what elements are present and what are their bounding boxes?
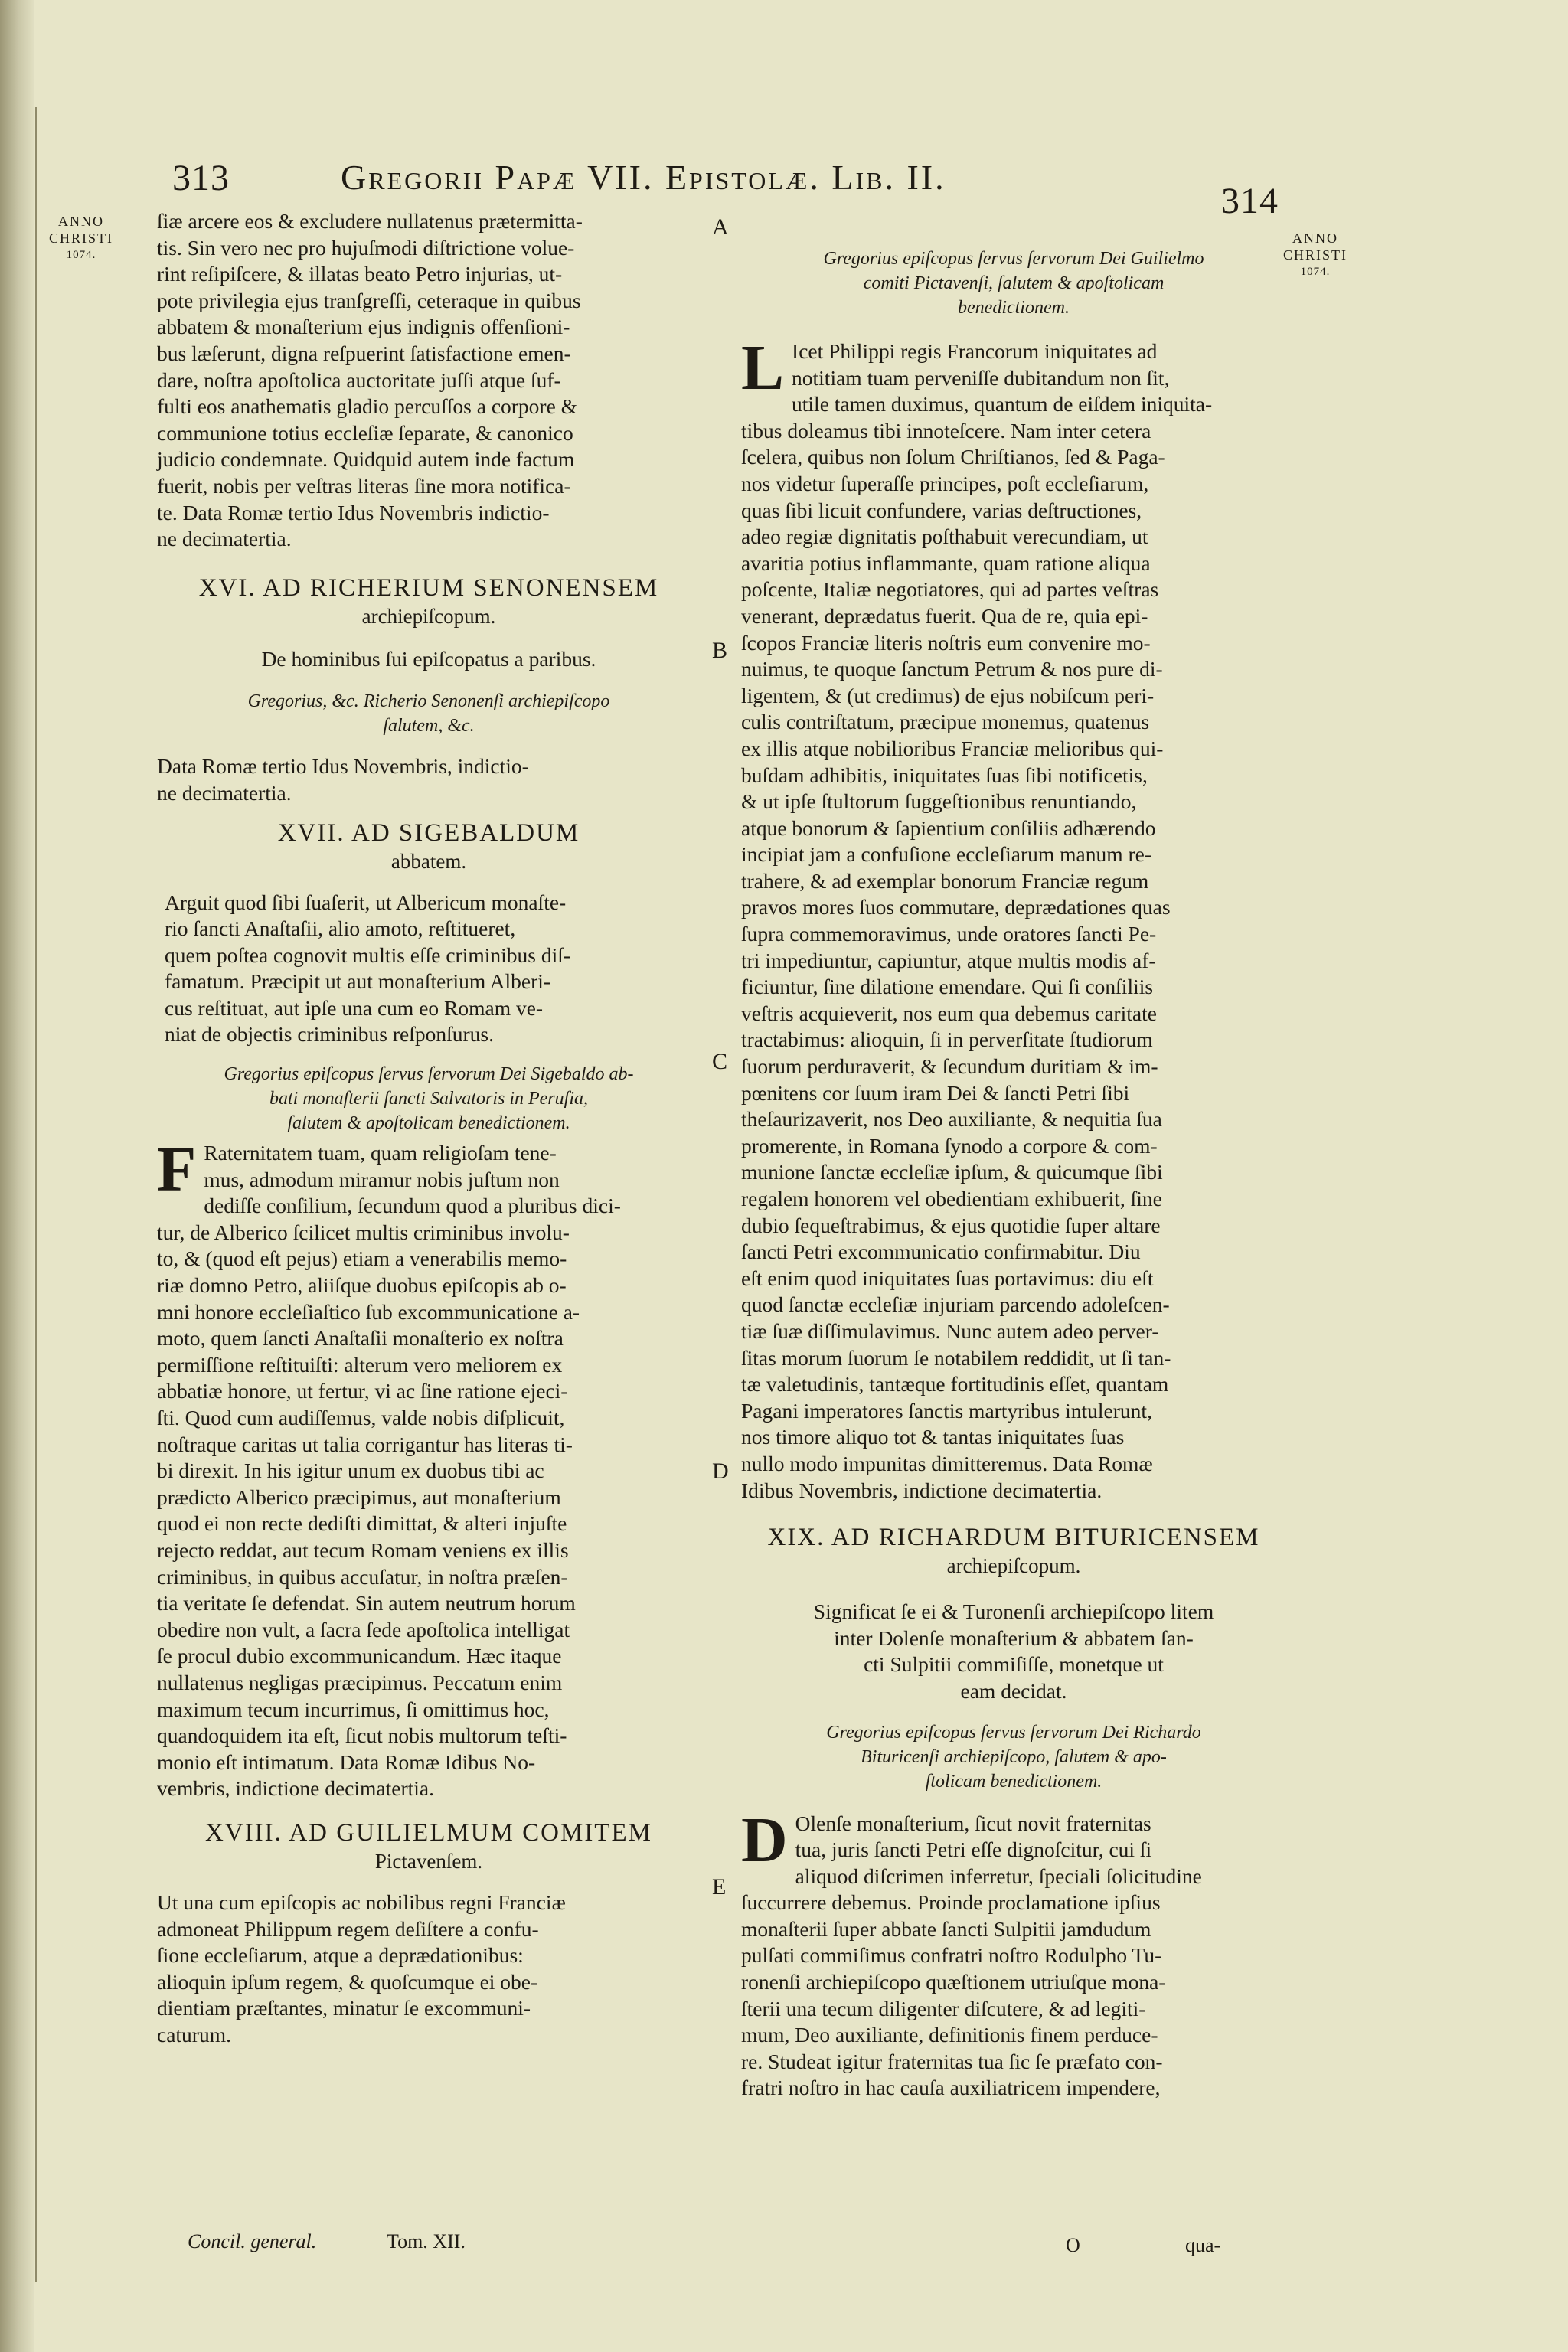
catchword: qua- (1185, 2234, 1221, 2256)
christi-word: CHRISTI (1283, 247, 1348, 263)
letter-xix-summary: Significat ſe ei & Turonenſi archiepiſcopo litem inter Dolenſe monaſterium & abbatem ſan- cti Sulpitii commiſiſſe, monetque ut eam decidat. (813, 1599, 1214, 1703)
letter-xvii-title: XVII. AD SIGEBALDUM (277, 818, 580, 847)
letter-xix-subtitle: archiepiſcopum. (946, 1554, 1081, 1578)
letter-xix-salutation: Gregorius epiſcopus ſervus ſervorum Dei Richardo Bituricenſi archiepiſcopo, ſalutem & apo- ſtolicam benedictionem. (826, 1722, 1201, 1792)
letter-xvii-salutation: Gregorius epiſcopus ſervus ſervorum Dei Sigebaldo ab- bati monaſterii ſancti Salvatoris in Peruſia, ſalutem & apoſtolicam benedictionem. (224, 1064, 634, 1134)
signature-letter: O (1066, 2234, 1080, 2256)
letter-xvii-text: Raternitatem tuam, quam religioſam tene- mus, admodum miramur nobis juſtum non dediſſe conſilium, ſecundum quod a pluribus dici- tur, de Alberico ſcilicet multis criminibus involu- to, & (quod eſt pejus) etiam a venerabilis memo- riæ domno Petro, aliiſque duobus epiſcopis ab o- mni honore eccleſiaſtico ſub excommunicatione a- moto, quem ſancti Anaſtaſii monaſterio ex noſtra permiſſione reſtituiſti: alterum vero meliorem ex abbatiæ honore, ut fertur, vi ac ſine ratione ejeci- ſti. Quod cum audiſſemus, valde nobis diſplicuit, noſtraque caritas ut talia corrigantur has literas ti- bi direxit. In his igitur unum ex duobus tibi ac prædicto Alberico præcipimus, aut monaſterium quod ei non recte dediſti dimittat, & alteri injuſte rejecto reddat, aut tecum Romam veniens ex illis criminibus, in quibus accuſatur, in noſtra præſen- tia veritate ſe defendat. Sin autem neutrum horum obedire non vult, a ſacra ſede apoſtolica intelligat ſe procul dubio excommunicandum. Hæc itaque nullatenus negligas præcipimus. Peccatum enim maximum tecum incurrimus, ſi omittimus hoc, quandoquidem ita eſt, ſicut nobis multorum teſti- monio eſt intimatum. Data Romæ Idibus No- vembris, indictione decimatertia. (157, 1141, 621, 1801)
volume-note: Tom. XII. (387, 2230, 466, 2252)
letter-xvi-salutation: Gregorius, &c. Richerio Senonenſi archiepiſcopo ſalutem, &c. (247, 691, 610, 737)
margin-letter-b: B (712, 638, 728, 663)
right-page-number: 314 (1221, 181, 1279, 221)
anno-right (1283, 230, 1348, 280)
letter-xvi-heading (157, 573, 701, 629)
running-title: Gregorii Papæ VII. Epistolæ. Lib. II. (341, 158, 946, 197)
letter-xvi-title: XVI. AD RICHERIUM SENONENSEM (198, 573, 659, 602)
letter-xix-title: XIX. AD RICHARDUM BITURICENSEM (767, 1524, 1260, 1552)
anno-year: 1074. (1300, 266, 1331, 278)
anno-year: 1074. (66, 249, 96, 261)
margin-letter-a: A (712, 214, 729, 240)
right-column (741, 247, 1286, 2102)
letter-xix-text: Olenſe monaſterium, ſicut novit fraternitas tua, juris ſancti Petri eſſe dignoſcitur, cui ſi aliquod diſcrimen inferretur, ſpeciali ſolicitudine ſuccurrere debemus. Proinde proclamatione ipſius monaſterii ſuper abbate ſancti Sulpitii jamdudum pulſati commiſimus confratri noſtro Rodulpho Tu- ronenſi archiepiſcopo quæſtionem utriuſque mona- ſterii una tecum diligenter diſcutere, & ad legiti- mum, Deo auxiliante, definitionis finem perduce- re. Studeat igitur fraternitas tua ſic ſe præfato con- fratri noſtro in hac cauſa auxiliatricem impendere, (741, 1811, 1202, 2100)
page-gutter-line (35, 107, 37, 2282)
margin-letter-e: E (712, 1874, 727, 1900)
left-column (157, 208, 701, 2048)
letter-xviii-subtitle: Pictavenſem. (374, 1849, 483, 1873)
anno-word: ANNO (58, 214, 104, 229)
letter-xvii-heading (157, 818, 701, 874)
letter-xviii-title: XVIII. AD GUILIELMUM COMITEM (205, 1818, 652, 1847)
margin-letter-c: C (712, 1049, 728, 1074)
anno-word: ANNO (1292, 230, 1338, 246)
letter-xix-body (741, 1804, 1286, 2102)
letter-xix-heading (741, 1522, 1286, 1579)
letter-xv-continuation: ſiæ arcere eos & excludere nullatenus prætermitta- tis. Sin vero nec pro hujuſmodi diſtrictione volue- rint reſipiſcere, & illatas beato Petro injurias, ut- pote privilegia ejus tranſgreſſi, ceteraque in quibus abbatem & monaſterium ejus indignis offenſioni- bus læſerunt, digna reſpuerint ſatisfactione emen- dare, noſtra apoſtolica auctoritate juſſi atque ſuf- fulti eos anathematis gladio percuſſos a corpore & communione totius eccleſiæ ſeparate, & canonico judicio condemnate. Quidquid autem inde factum fuerit, nobis per veſtras literas ſine mora notifica- te. Data Romæ tertio Idus Novembris indictio- ne decimatertia. (157, 209, 583, 551)
letter-xviii-heading (157, 1818, 701, 1874)
letter-xvii-subtitle: abbatem. (390, 849, 467, 873)
letter-xvi-body: Data Romæ tertio Idus Novembris, indictio- ne decimatertia. (157, 754, 529, 805)
dropcap-l: L (741, 332, 785, 403)
anno-left (49, 213, 113, 263)
margin-letter-d: D (712, 1459, 729, 1484)
letter-xvi-subtitle: archiepiſcopum. (361, 604, 496, 628)
letter-xvii-body (157, 1134, 701, 1802)
adjacent-page-edge (0, 0, 34, 2352)
signature-note: Concil. general. (188, 2230, 317, 2252)
left-page-number: 313 (172, 158, 230, 198)
dropcap-d: D (741, 1804, 788, 1876)
letter-xviii-text: Icet Philippi regis Francorum iniquitates ad notitiam tuam perveniſſe dubitandum non ſit, utile tamen duximus, quantum de eiſdem iniquita- tibus doleamus tibi innoteſcere. Nam inter cetera ſcelera, quibus non ſolum Chriſtianos, ſed & Paga- nos videtur ſuperaſſe principes, poſt eccleſiarum, quas ſibi licuit confundere, varias deſtructiones, adeo regiæ dignitatis poſthabuit verecundiam, ut avaritia potius inflammante, quam ratione aliqua poſcente, Italiæ negotiatores, qui ad partes veſtras venerant, deprædatus fuerit. Qua de re, quia epi- ſcopos Franciæ literis noſtris eum convenire mo- nuimus, te quoque ſanctum Petrum & nos pure di- ligentem, & (ut credimus) de ejus nobiſcum peri- culis contriſtatum, præcipue monemus, quatenus ex illis atque nobilioribus Franciæ melioribus qui- buſdam adhibitis, iniquitates ſuas ſibi notificetis, & ut ipſe ſtultorum ſuggeſtionibus renuntiando, atque bonorum & ſapientium conſiliis adhærendo incipiat jam a confuſione eccleſiarum manum re- trahere, & ad exemplar bonorum Franciæ regum pravos mores ſuos commutare, deprædationes quas ſupra commemoravimus, unde oratores ſancti Pe- tri impediuntur, capiuntur, atque multis modis af- ficiuntur, ſine dilatione emendare. Qui ſi conſiliis veſtris acquieverit, nos eum qua debemus caritate tractabimus: alioquin, ſi in perverſitate ſtudiorum ſuorum perduraverit, & ſecundum duritiam & im- pœnitens cor ſuum iram Dei & ſancti Petri ſibi theſaurizaverit, nos Deo auxiliante, & nequitia ſua promerente, in Romana ſynodo a corpore & com- munione ſanctæ eccleſiæ ipſum, & quicumque ſibi regalem honorem vel obedientiam exhibuerit, ſine dubio ſequeſtrabimus, & ejus quotidie ſuper altare ſancti Petri excommunicatio confirmabitur. Diu eſt enim quod iniquitates ſuas portavimus: diu eſt quod ſanctæ eccleſiæ injuriam parcendo adoleſcen- tiæ ſuæ diſſimulavimus. Nunc autem adeo perver- ſitas morum ſuorum ſe notabilem reddidit, ut ſi tan- tæ valetudinis, tantæque fortitudinis eſſet, quantam Pagani imperatores ſanctis martyribus intulerunt, nos timore aliquo tot & tantas iniquitates ſuas nullo modo impunitas dimitteremus. Data Romæ Idibus Novembris, indictione decimatertia. (741, 339, 1213, 1502)
letter-xviii-summary: Ut una cum epiſcopis ac nobilibus regni Franciæ admoneat Philippum regem deſiſtere a confu- ſione eccleſiarum, atque a deprædationibus: alioquin ipſum regem, & quoſcumque ei obe- dientiam præſtantes, minatur ſe excommuni- caturum. (157, 1890, 566, 2047)
letter-xviii-body (741, 332, 1286, 1504)
letter-xvi-summary: De hominibus ſui epiſcopatus a paribus. (261, 646, 596, 671)
dropcap-f: F (157, 1134, 197, 1206)
christi-word: CHRISTI (49, 230, 114, 246)
letter-xviii-salutation: Gregorius epiſcopus ſervus ſervorum Dei Guilielmo comiti Pictavenſi, ſalutem & apoſtolicam benedictionem. (823, 249, 1204, 318)
letter-xvii-summary: Arguit quod ſibi ſuaſerit, ut Albericum monaſte- rio ſancti Anaſtaſii, alio amoto, reſtitueret, quem poſtea cognovit multis eſſe criminibus diſ- famatum. Præcipit ut aut monaſterium Alberi- cus reſtituat, aut ipſe una cum eo Romam ve- niat de objectis criminibus reſponſurus. (165, 890, 571, 1047)
running-header (0, 157, 1568, 221)
